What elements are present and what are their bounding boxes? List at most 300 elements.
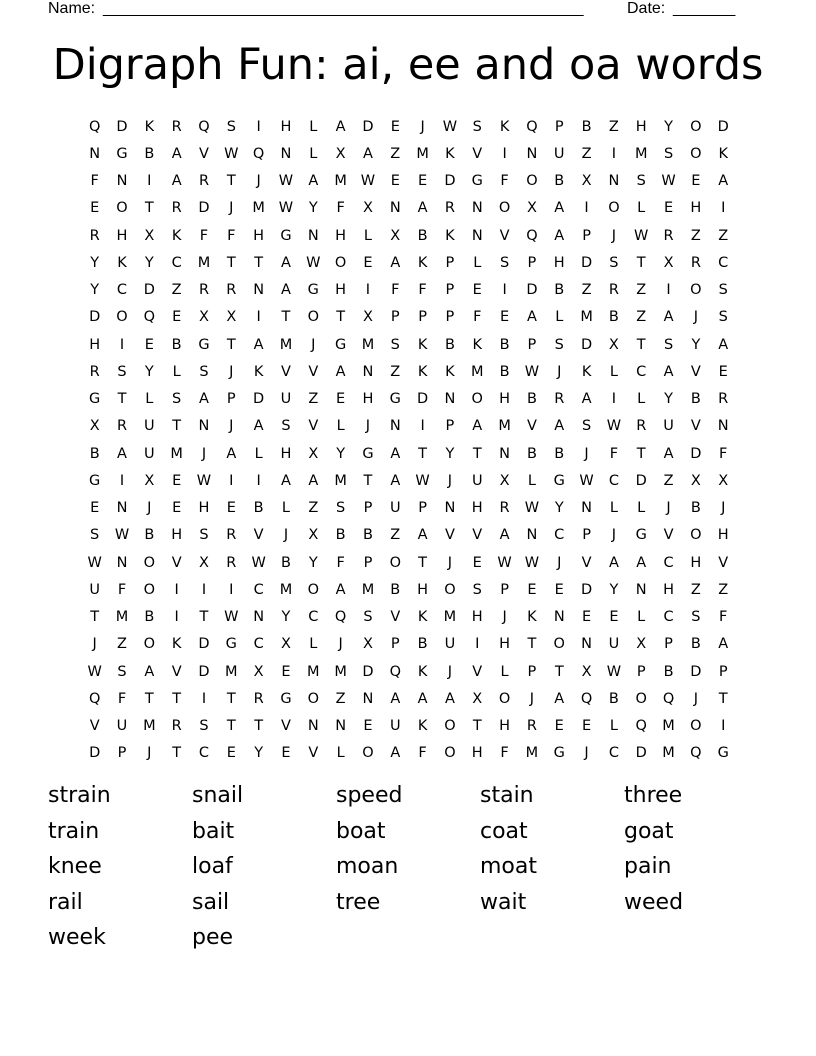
grid-letter: J [721,500,726,517]
grid-letter: T [418,445,428,462]
grid-letter: O [690,282,702,299]
grid-letter: T [527,636,537,653]
grid-letter: M [334,173,347,190]
grid-letter: B [554,445,565,462]
grid-letter: S [172,391,182,408]
grid-letter: H [471,609,483,626]
grid-letter: O [143,581,156,598]
grid-letter: S [554,336,564,353]
grid-letter: V [444,527,455,544]
grid-row [81,249,737,276]
grid-letter: O [635,690,647,707]
grid-letter: A [335,363,346,380]
grid-letter: F [336,554,345,571]
grid-letter: D [198,200,210,217]
grid-letter: R [663,227,674,244]
grid-letter: T [144,200,154,217]
grid-letter: D [444,173,456,190]
grid-letter: J [447,663,453,680]
word-bank-item: weed [624,889,684,915]
grid-letter: O [444,581,456,598]
grid-letter: J [611,227,617,244]
grid-letter: J [92,636,97,653]
grid-letter: F [418,745,427,762]
grid-letter: P [418,500,427,517]
grid-letter: L [473,254,482,271]
grid-letter: N [389,200,401,217]
grid-letter: K [417,609,428,626]
grid-letter: A [718,636,729,653]
grid-letter: X [526,200,537,217]
grid-letter: L [172,363,181,380]
grid-letter: B [89,445,100,462]
grid-letter: D [198,663,210,680]
grid-letter: Z [608,118,619,135]
grid-letter: O [143,636,156,653]
grid-letter: A [253,336,264,353]
grid-letter: B [608,690,619,707]
grid-letter: N [307,718,319,735]
grid-letter: E [226,500,236,517]
grid-letter: Z [718,581,729,598]
grid-letter: L [336,418,345,435]
grid-letter: N [253,609,265,626]
grid-letter: N [280,145,292,162]
grid-letter: P [363,554,373,571]
grid-letter: W [196,472,212,489]
grid-letter: P [418,309,427,326]
grid-letter: Z [308,391,319,408]
grid-letter: P [527,336,537,353]
grid-letter: O [471,391,483,408]
grid-letter: X [144,472,155,489]
grid-letter: W [524,554,540,571]
grid-letter: R [171,118,182,135]
grid-letter: Z [581,145,592,162]
grid-letter: R [499,500,510,517]
grid-row [81,576,737,603]
grid-letter: I [475,636,480,653]
grid-letter: W [524,500,540,517]
grid-letter: H [198,500,210,517]
grid-letter: Y [90,282,100,299]
grid-letter: D [89,309,101,326]
grid-letter: A [171,173,182,190]
grid-letter: N [307,227,319,244]
grid-letter: V [390,609,401,626]
grid-letter: C [636,363,647,380]
grid-letter: U [553,145,565,162]
grid-row [81,440,737,467]
grid-letter: I [174,609,179,626]
word-bank-item: wait [480,889,527,915]
word-bank-item: pee [192,925,234,951]
grid-letter: B [144,609,155,626]
grid-letter: L [609,500,618,517]
grid-letter: R [253,690,264,707]
grid-letter: E [281,663,291,680]
grid-letter: N [717,418,729,435]
grid-letter: Z [171,282,182,299]
grid-row [81,713,737,740]
grid-letter: O [116,200,128,217]
grid-letter: B [253,500,264,517]
grid-letter: S [390,336,400,353]
grid-letter: G [116,145,128,162]
grid-letter: K [499,118,510,135]
grid-letter: D [526,282,538,299]
grid-letter: R [89,363,100,380]
grid-letter: X [663,254,674,271]
date-blank-line: _______ [673,0,736,17]
grid-letter: A [554,227,565,244]
grid-letter: B [663,663,674,680]
grid-row [81,604,737,631]
grid-letter: W [306,254,321,271]
grid-letter: J [147,745,152,762]
word-bank-item: pain [624,854,672,880]
grid-letter: H [253,227,265,244]
grid-letter: O [334,254,347,271]
grid-letter: C [308,609,319,626]
grid-letter: W [634,227,649,244]
grid-letter: G [471,173,483,190]
grid-letter: Z [718,227,729,244]
grid-letter: E [144,336,154,353]
grid-letter: M [580,309,593,326]
grid-letter: J [229,418,234,435]
grid-letter: M [279,581,293,598]
grid-letter: Z [636,282,647,299]
grid-letter: A [253,418,264,435]
grid-letter: X [226,309,237,326]
grid-letter: W [661,173,676,190]
grid-letter: C [554,527,565,544]
grid-letter: N [116,554,128,571]
grid-letter: K [117,254,127,271]
grid-letter: A [117,445,127,462]
grid-letter: G [225,636,237,653]
word-bank-item: knee [48,854,102,880]
grid-letter: P [554,118,564,135]
grid-letter: W [360,173,376,190]
grid-letter: J [666,500,671,517]
grid-letter: W [87,663,102,680]
grid-letter: J [256,173,261,190]
grid-letter: Z [308,500,319,517]
grid-letter: D [635,472,647,489]
grid-letter: M [170,445,183,462]
grid-letter: W [87,554,102,571]
grid-letter: R [198,173,210,190]
grid-letter: J [502,609,507,626]
grid-letter: T [254,254,264,271]
grid-letter: P [527,663,537,680]
grid-letter: W [415,472,430,489]
grid-letter: F [719,609,728,626]
grid-letter: O [444,718,456,735]
grid-letter: E [581,718,592,735]
grid-letter: H [499,718,511,735]
grid-letter: A [417,200,428,217]
grid-letter: X [362,200,373,217]
grid-letter: M [334,472,347,489]
grid-letter: P [445,254,455,271]
grid-letter: W [497,554,512,571]
grid-letter: V [581,554,592,571]
grid-letter: Q [580,690,593,707]
grid-letter: K [417,363,428,380]
grid-letter: A [554,690,565,707]
grid-letter: S [117,363,127,380]
grid-letter: K [144,118,155,135]
grid-letter: N [335,718,347,735]
grid-letter: X [308,527,319,544]
grid-letter: H [335,227,347,244]
grid-letter: K [581,363,592,380]
grid-letter: J [447,554,453,571]
grid-letter: L [254,445,263,462]
grid-letter: G [389,391,401,408]
grid-letter: L [637,391,646,408]
grid-letter: E [172,472,182,489]
grid-letter: X [253,663,264,680]
grid-letter: O [444,745,456,762]
grid-letter: O [498,690,511,707]
grid-letter: Y [308,554,318,571]
grid-letter: D [417,391,429,408]
grid-letter: X [718,472,729,489]
grid-letter: X [581,663,592,680]
grid-letter: H [89,336,101,353]
grid-letter: F [117,581,127,598]
grid-letter: G [635,527,647,544]
grid-letter: O [690,145,702,162]
grid-letter: E [172,309,182,326]
worksheet-title: Digraph Fun: ai, ee and oa words [52,40,764,90]
header-fields [48,0,748,18]
grid-letter: O [307,690,319,707]
grid-letter: L [609,363,618,380]
grid-letter: M [662,718,675,735]
grid-letter: A [444,690,455,707]
grid-letter: M [471,363,484,380]
grid-letter: I [256,118,261,135]
grid-letter: S [472,118,482,135]
grid-letter: V [472,145,483,162]
word-bank-item: bait [192,818,235,844]
grid-letter: G [717,745,729,762]
grid-letter: T [636,336,646,353]
grid-letter: A [281,472,291,489]
grid-letter: L [500,663,509,680]
grid-letter: U [444,636,456,653]
grid-letter: N [471,227,483,244]
grid-letter: D [89,745,101,762]
grid-letter: X [199,309,209,326]
grid-letter: E [418,173,428,190]
grid-letter: U [89,581,100,598]
grid-letter: V [308,745,319,762]
grid-letter: J [365,418,371,435]
grid-letter: B [690,636,701,653]
grid-letter: D [362,663,374,680]
grid-letter: Z [663,472,674,489]
grid-letter: N [444,500,456,517]
grid-letter: W [579,472,594,489]
grid-letter: C [608,472,619,489]
grid-letter: A [171,145,182,162]
grid-letter: Q [88,118,101,135]
grid-letter: V [199,145,209,162]
grid-letter: H [471,745,483,762]
grid-letter: R [171,718,182,735]
grid-letter: T [472,445,482,462]
grid-letter: E [527,581,537,598]
grid-letter: N [581,636,592,653]
grid-letter: Z [335,690,346,707]
grid-letter: N [253,282,265,299]
grid-letter: P [582,227,591,244]
grid-letter: E [281,745,291,762]
grid-letter: J [311,336,316,353]
grid-letter: K [417,663,428,680]
grid-letter: A [362,145,373,162]
grid-letter: N [444,391,456,408]
grid-letter: H [362,391,374,408]
grid-letter: I [201,690,207,707]
grid-letter: A [472,418,483,435]
grid-letter: P [117,745,127,762]
word-search-grid [81,113,737,767]
grid-letter: G [198,336,210,353]
grid-letter: A [663,309,674,326]
grid-letter: S [117,663,127,680]
grid-letter: M [115,609,129,626]
grid-letter: K [527,609,537,626]
grid-row [81,631,737,658]
grid-letter: Z [117,636,127,653]
grid-letter: J [557,363,562,380]
grid-row [81,522,737,549]
grid-letter: I [502,282,507,299]
grid-letter: E [554,581,564,598]
grid-letter: V [526,418,537,435]
grid-letter: V [472,527,483,544]
grid-letter: O [690,718,702,735]
grid-letter: V [171,663,182,680]
grid-letter: Q [526,118,538,135]
grid-letter: N [362,363,374,380]
grid-letter: E [363,254,373,271]
grid-letter: K [718,145,728,162]
grid-letter: C [171,254,182,271]
grid-letter: M [279,336,293,353]
grid-letter: I [174,581,179,598]
grid-letter: S [472,581,482,598]
grid-letter: X [280,636,291,653]
grid-letter: A [281,254,291,271]
grid-letter: Y [308,200,318,217]
grid-letter: P [390,636,400,653]
grid-letter: A [581,391,592,408]
word-bank-item: sail [192,889,230,915]
grid-letter: P [636,663,646,680]
grid-letter: O [553,636,565,653]
grid-letter: H [553,254,565,271]
word-bank-item: goat [624,818,674,844]
grid-letter: S [199,363,209,380]
grid-letter: E [663,200,674,217]
grid-letter: K [417,718,428,735]
grid-row [81,467,737,494]
grid-letter: Y [254,745,264,762]
grid-letter: B [362,527,373,544]
grid-letter: N [526,527,538,544]
grid-letter: S [336,500,346,517]
grid-letter: F [117,690,127,707]
grid-letter: R [690,254,701,271]
grid-letter: I [147,173,152,190]
grid-letter: L [363,227,372,244]
grid-row [81,386,737,413]
grid-letter: G [553,745,565,762]
grid-letter: S [281,418,291,435]
grid-letter: A [554,200,565,217]
grid-letter: L [637,609,646,626]
grid-row [81,549,737,576]
grid-letter: D [580,581,593,598]
grid-letter: C [608,745,619,762]
grid-letter: X [581,173,592,190]
grid-letter: Y [664,118,673,135]
grid-letter: L [145,391,154,408]
grid-letter: I [119,472,125,489]
grid-letter: E [226,745,236,762]
grid-letter: X [144,227,155,244]
grid-letter: U [389,718,401,735]
grid-letter: Z [390,363,401,380]
grid-letter: D [717,118,729,135]
grid-letter: P [664,636,673,653]
grid-letter: Y [691,336,701,353]
grid-letter: V [308,418,319,435]
grid-letter: V [718,554,729,571]
grid-letter: J [693,690,699,707]
grid-letter: G [89,472,101,489]
grid-letter: S [609,254,619,271]
grid-letter: E [718,363,728,380]
grid-letter: E [90,500,100,517]
grid-letter: X [608,336,619,353]
grid-letter: N [116,173,128,190]
grid-letter: Q [389,663,401,680]
grid-letter: W [114,527,130,544]
grid-letter: J [338,636,343,653]
grid-letter: N [635,581,647,598]
grid-letter: P [500,581,509,598]
word-bank-item: strain [48,783,111,808]
name-label: Name: [48,0,96,17]
grid-letter: F [609,445,619,462]
grid-letter: B [144,527,155,544]
grid-letter: X [335,145,346,162]
grid-letter: A [390,254,401,271]
grid-letter: S [199,527,209,544]
grid-letter: Q [334,609,347,626]
grid-letter: K [417,254,428,271]
grid-letter: F [227,227,236,244]
